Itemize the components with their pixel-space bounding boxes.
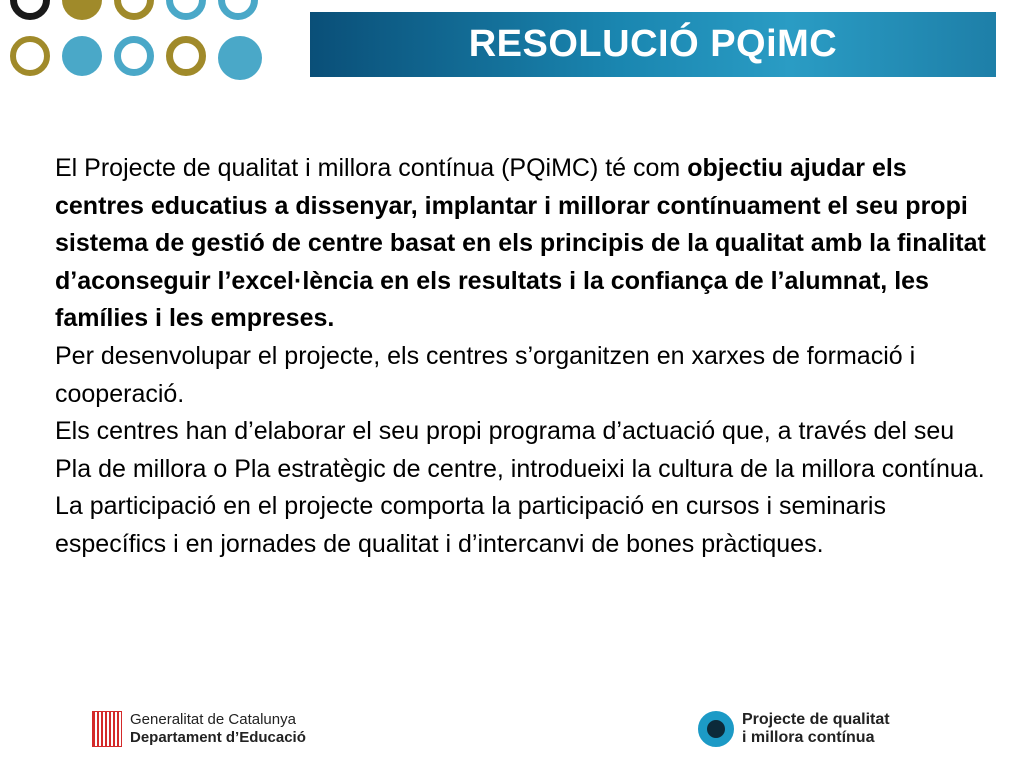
gencat-name: Generalitat de Catalunya: [130, 711, 296, 728]
decor-circle: [10, 36, 50, 76]
decor-circle: [114, 0, 154, 20]
department-name: Departament d’Educació: [130, 729, 306, 746]
decor-circle: [62, 36, 102, 76]
gencat-stripes-icon: [92, 711, 122, 747]
paragraph-objective-bold: objectiu ajudar els centres educatius a dissenyar, implantar i millorar contínuament el seu propi sistema de gestió de centre basat en els principis de la qualitat amb la finalitat d’aconseguir l’excel·lència en els resultats i la confiança de l’alumnat, les famílies i les empreses.: [55, 154, 986, 333]
decor-circle: [166, 36, 206, 76]
title-banner: [310, 12, 996, 77]
decor-circle: [62, 0, 102, 20]
pqimc-name-line1: Projecte de qualitat: [742, 711, 890, 728]
paragraph-objective: [55, 150, 990, 338]
paragraph-networks: Per desenvolupar el projecte, els centres s’organitzen en xarxes de formació i cooperació.: [55, 341, 916, 408]
decorative-circles: [0, 0, 300, 90]
footer-pqimc: [698, 709, 890, 749]
slide-body: [55, 150, 990, 564]
pqimc-ring-icon: [698, 711, 734, 747]
paragraph-program: Els centres han d’elaborar el seu propi programa d’actuació que, a través del seu Pla de millora o Pla estratègic de centre, introdueixi la cultura de la millora contínua. La participació en el projecte comporta la participació en cursos i seminaris específics i en jornades de qualitat i d’intercanvi de bones pràctiques.: [55, 417, 985, 558]
decor-circle: [10, 0, 50, 20]
decor-circle: [218, 36, 262, 80]
slide-title: RESOLUCIÓ PQiMC: [468, 23, 838, 65]
decor-circle: [218, 0, 258, 20]
decor-circle: [114, 36, 154, 76]
footer-gencat: [92, 709, 306, 749]
paragraph-intro-text: El Projecte de qualitat i millora contínua (PQiMC) té com: [55, 154, 688, 182]
decor-circle: [166, 0, 206, 20]
pqimc-name-line2: i millora contínua: [742, 729, 875, 746]
